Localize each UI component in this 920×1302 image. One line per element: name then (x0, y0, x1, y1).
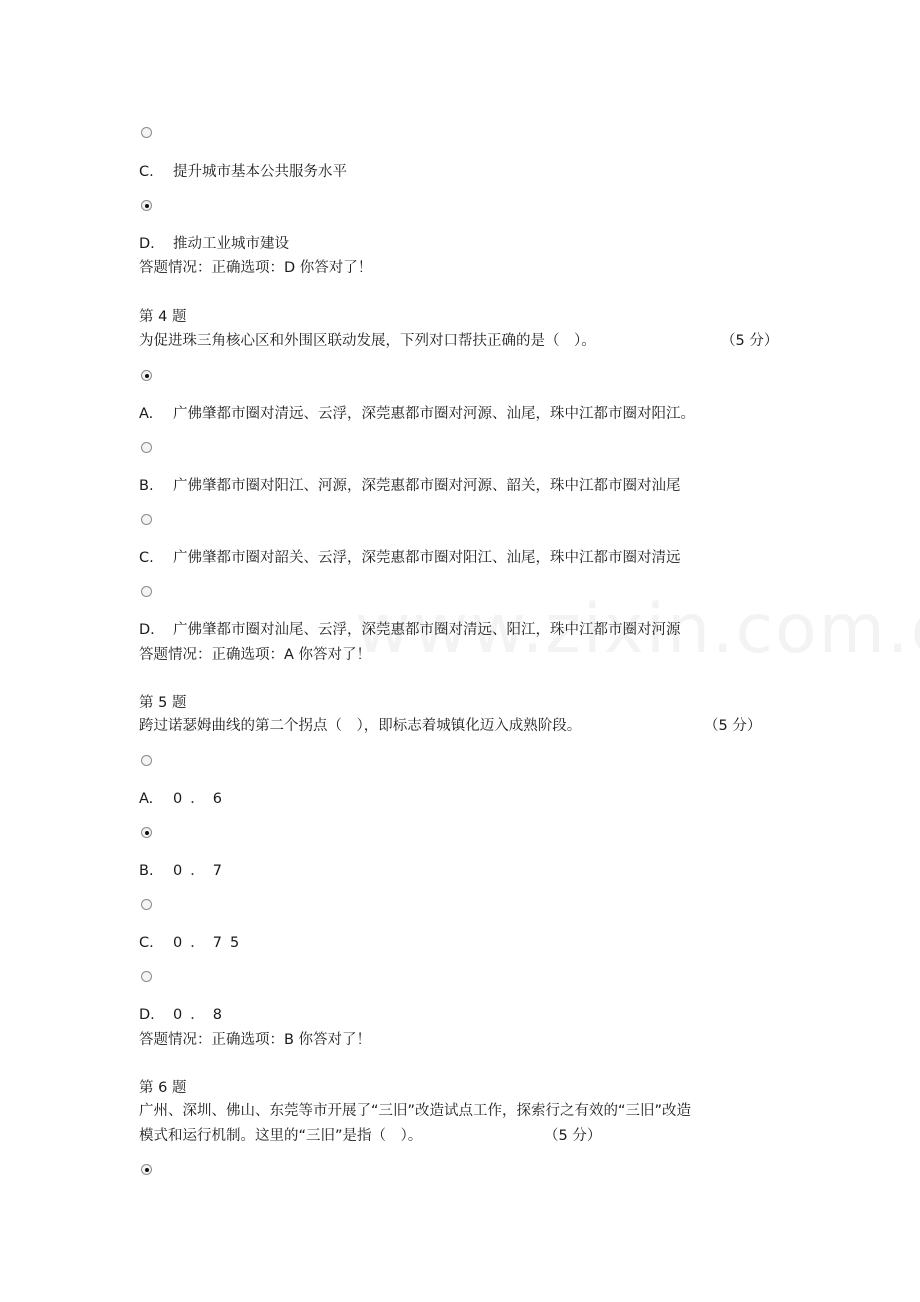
option-letter: A. (139, 791, 154, 807)
q6-option-a-radio[interactable] (141, 1164, 152, 1175)
q4-option-b-radio[interactable] (141, 442, 152, 453)
option-text: 广佛肇都市圈对阳江、河源，深莞惠都市圈对河源、韶关，珠中江都市圈对汕尾 (173, 478, 681, 494)
option-text: 0．75 (173, 935, 248, 951)
q5-option-a (139, 789, 230, 809)
option-letter: D. (139, 1007, 155, 1023)
option-text: 推动工业城市建设 (173, 236, 289, 252)
option-letter: A. (139, 406, 154, 422)
q4-option-a-radio[interactable] (141, 370, 152, 381)
q5-option-d-radio[interactable] (141, 971, 152, 982)
option-letter: B. (139, 478, 154, 494)
q3-option-d (139, 234, 289, 254)
option-text: 广佛肇都市圈对汕尾、云浮，深莞惠都市圈对清远、阳江，珠中江都市圈对河源 (173, 622, 681, 638)
option-letter: C. (139, 164, 154, 180)
option-text: 广佛肇都市圈对清远、云浮，深莞惠都市圈对河源、汕尾，珠中江都市圈对阳江。 (173, 406, 695, 422)
q5-option-b (139, 861, 230, 881)
q5-title: 第 5 题 (139, 695, 187, 711)
option-text: 0．6 (173, 791, 230, 807)
q4-option-c (139, 548, 681, 568)
option-letter: C. (139, 550, 154, 566)
q6-text-line2: 模式和运行机制。这里的“三旧”是指（ ）。 (139, 1128, 423, 1144)
q4-option-a (139, 404, 695, 424)
q4-title: 第 4 题 (139, 309, 187, 325)
option-text: 0．8 (173, 1007, 230, 1023)
q5-option-c-radio[interactable] (141, 899, 152, 910)
q4-result: 答题情况：正确选项：A 你答对了！ (139, 647, 372, 663)
q6-text-line1: 广州、深圳、佛山、东莞等市开展了“三旧”改造试点工作，探索行之有效的“三旧”改造 (139, 1103, 692, 1119)
option-text: 提升城市基本公共服务水平 (173, 164, 347, 180)
q5-text: 跨过诺瑟姆曲线的第二个拐点（ ），即标志着城镇化迈入成熟阶段。 (139, 718, 582, 734)
q5-option-c (139, 933, 247, 953)
q6-score: （5 分） (544, 1128, 602, 1144)
q4-option-c-radio[interactable] (141, 514, 152, 525)
q5-option-b-radio[interactable] (141, 827, 152, 838)
q5-option-d (139, 1005, 230, 1025)
q5-option-a-radio[interactable] (141, 755, 152, 766)
q4-score: （5 分） (721, 333, 779, 349)
q4-option-d-radio[interactable] (141, 586, 152, 597)
q3-result: 答题情况：正确选项：D 你答对了！ (139, 260, 373, 276)
q4-option-d (139, 620, 681, 640)
q4-text: 为促进珠三角核心区和外围区联动发展，下列对口帮扶正确的是（ ）。 (139, 333, 596, 349)
option-text: 广佛肇都市圈对韶关、云浮，深莞惠都市圈对阳江、汕尾，珠中江都市圈对清远 (173, 550, 681, 566)
option-letter: B. (139, 863, 154, 879)
q3-option-c (139, 162, 347, 182)
q5-result: 答题情况：正确选项：B 你答对了！ (139, 1032, 372, 1048)
q3-option-c-radio[interactable] (141, 127, 152, 138)
option-text: 0．7 (173, 863, 230, 879)
q4-option-b (139, 476, 681, 496)
option-letter: D. (139, 236, 155, 252)
q5-score: （5 分） (704, 718, 762, 734)
option-letter: C. (139, 935, 154, 951)
q3-option-d-radio[interactable] (141, 200, 152, 211)
q6-title: 第 6 题 (139, 1080, 187, 1096)
option-letter: D. (139, 622, 155, 638)
